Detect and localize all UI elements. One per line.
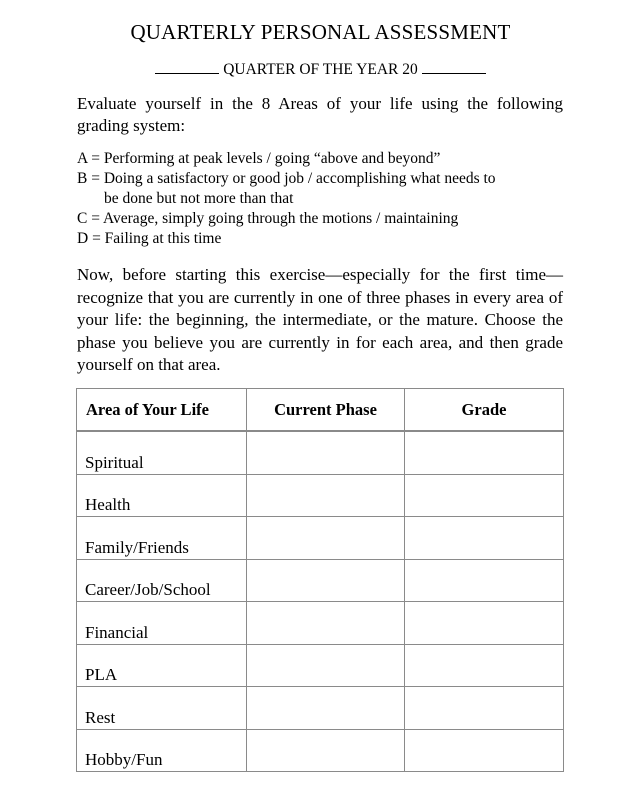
grade-b-continued: be done but not more than that (104, 190, 294, 207)
intro-paragraph: Evaluate yourself in the 8 Areas of your life using the following grading system: (77, 94, 563, 135)
area-cell: Spiritual (77, 431, 247, 474)
phase-cell[interactable] (247, 431, 405, 474)
assessment-table (76, 388, 564, 772)
table-row (77, 559, 564, 602)
grading-system (77, 149, 567, 249)
quarter-blank[interactable] (155, 61, 219, 74)
phase-cell[interactable] (247, 687, 405, 730)
grade-c: C = Average, simply going through the motions / maintaining (77, 210, 459, 227)
area-cell: Career/Job/School (77, 559, 247, 602)
table-row (77, 602, 564, 645)
grade-cell[interactable] (405, 602, 564, 645)
area-cell: Financial (77, 602, 247, 645)
area-cell: Rest (77, 687, 247, 730)
grade-cell[interactable] (405, 431, 564, 474)
phases-paragraph: Now, before starting this exercise—especially for the first time—recognize that you are currently in one of three phases in every area of your life: the beginning, the intermediate, or the mature. Choose the phase you believe you are currently in for each area, and then grade yourself on that area. (77, 265, 563, 374)
phase-cell[interactable] (247, 602, 405, 645)
phase-cell[interactable] (247, 474, 405, 517)
area-cell: Hobby/Fun (77, 729, 247, 772)
table-row (77, 474, 564, 517)
grade-cell[interactable] (405, 687, 564, 730)
quarter-year-line (0, 61, 641, 79)
grade-a: A = Performing at peak levels / going “above and beyond” (77, 150, 441, 167)
grade-d: D = Failing at this time (77, 230, 222, 247)
grade-cell[interactable] (405, 644, 564, 687)
table-row (77, 431, 564, 474)
table-row (77, 517, 564, 560)
table-row (77, 687, 564, 730)
grade-cell[interactable] (405, 559, 564, 602)
page-title: QUARTERLY PERSONAL ASSESSMENT (130, 20, 511, 44)
grade-b: B = Doing a satisfactory or good job / accomplishing what needs to (77, 170, 496, 187)
grade-cell[interactable] (405, 517, 564, 560)
phase-cell[interactable] (247, 644, 405, 687)
area-cell: PLA (77, 644, 247, 687)
header-grade: Grade (405, 389, 564, 432)
area-cell: Health (77, 474, 247, 517)
header-area: Area of Your Life (77, 389, 247, 432)
table-header-row (77, 389, 564, 432)
grade-cell[interactable] (405, 729, 564, 772)
phase-cell[interactable] (247, 729, 405, 772)
header-current-phase: Current Phase (247, 389, 405, 432)
year-blank[interactable] (422, 61, 486, 74)
area-cell: Family/Friends (77, 517, 247, 560)
phase-cell[interactable] (247, 517, 405, 560)
table-row (77, 729, 564, 772)
table-row (77, 644, 564, 687)
grade-cell[interactable] (405, 474, 564, 517)
phase-cell[interactable] (247, 559, 405, 602)
year-prefix: 20 (402, 61, 418, 78)
quarter-label: QUARTER OF THE YEAR (223, 61, 399, 78)
